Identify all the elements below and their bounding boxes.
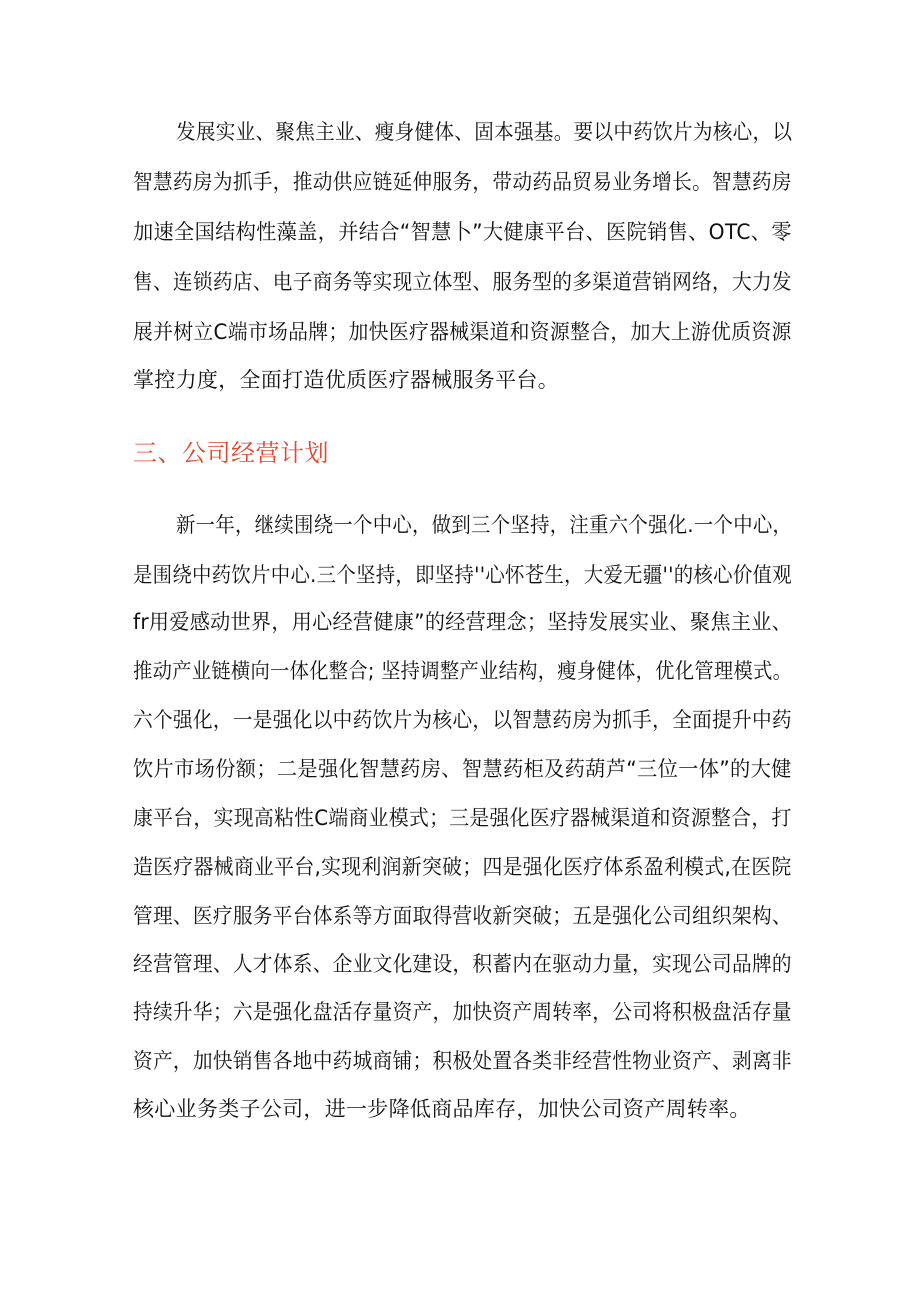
paragraph-line: 管理、医疗服务平台体系等方面取得营收新突破；五是强化公司组织架构、: [133, 904, 792, 928]
paragraph-line: 新一年，继续围绕一个中心，做到三个坚持，注重六个强化.一个中心，: [176, 513, 793, 537]
paragraph-line: 六个强化，一是强化以中药饮片为核心，以智慧药房为抓手，全面提升中药: [133, 708, 792, 732]
paragraph-line: 智慧药房为抓手，推动供应链延伸服务，带动药品贸易业务增长。智慧药房: [133, 170, 792, 194]
paragraph-line: 资产，加快销售各地中药城商铺；积极处置各类非经营性物业资产、剥离非: [133, 1049, 792, 1073]
paragraph-line: 展并树立C端市场品牌；加快医疗器械渠道和资源整合，加大上游优质资源: [133, 320, 792, 344]
paragraph-line: 掌控力度，全面打造优质医疗器械服务平台。: [133, 368, 559, 392]
paragraph-line: 发展实业、聚焦主业、瘦身健体、固本强基。要以中药饮片为核心，以: [176, 120, 793, 144]
paragraph-line: 加速全国结构性藻盖，并结合“智慧卜”大健康平台、医院销售、OTC、零: [133, 220, 792, 244]
paragraph-line: 经营管理、人才体系、企业文化建设，积蓄内在驱动力量，实现公司品牌的: [133, 952, 792, 976]
paragraph-line: fr用爱感动世界，用心经营健康”的经营理念；坚持发展实业、聚焦主业、: [133, 610, 793, 634]
paragraph-line: 持续升华；六是强化盘活存量资产，加快资产周转率，公司将积极盘活存量: [133, 1000, 792, 1024]
paragraph-line: 造医疗器械商业平台,实现利润新突破；四是强化医疗体系盈利模式,在医院: [133, 855, 792, 879]
paragraph-line: 饮片市场份额；二是强化智慧药房、智慧药柜及药葫芦“三位一体”的大健: [133, 757, 792, 781]
paragraph-line: 是围绕中药饮片中心.三个坚持，即坚持''心怀苍生，大爱无疆''的核心价值观: [133, 563, 792, 587]
paragraph-line: 康平台，实现高粘性C端商业模式；三是强化医疗器械渠道和资源整合，打: [133, 806, 792, 830]
section-heading: 三、公司经营计划: [133, 439, 329, 467]
paragraph-line: 售、连锁药店、电子商务等实现立体型、服务型的多渠道营销网络，大力发: [133, 270, 792, 294]
paragraph-line: 核心业务类子公司，进一步降低商品库存，加快公司资产周转率。: [133, 1097, 751, 1121]
paragraph-line: 推动产业链横向一体化整合; 坚持调整产业结构，瘦身健体，优化管理模式。: [133, 659, 793, 683]
